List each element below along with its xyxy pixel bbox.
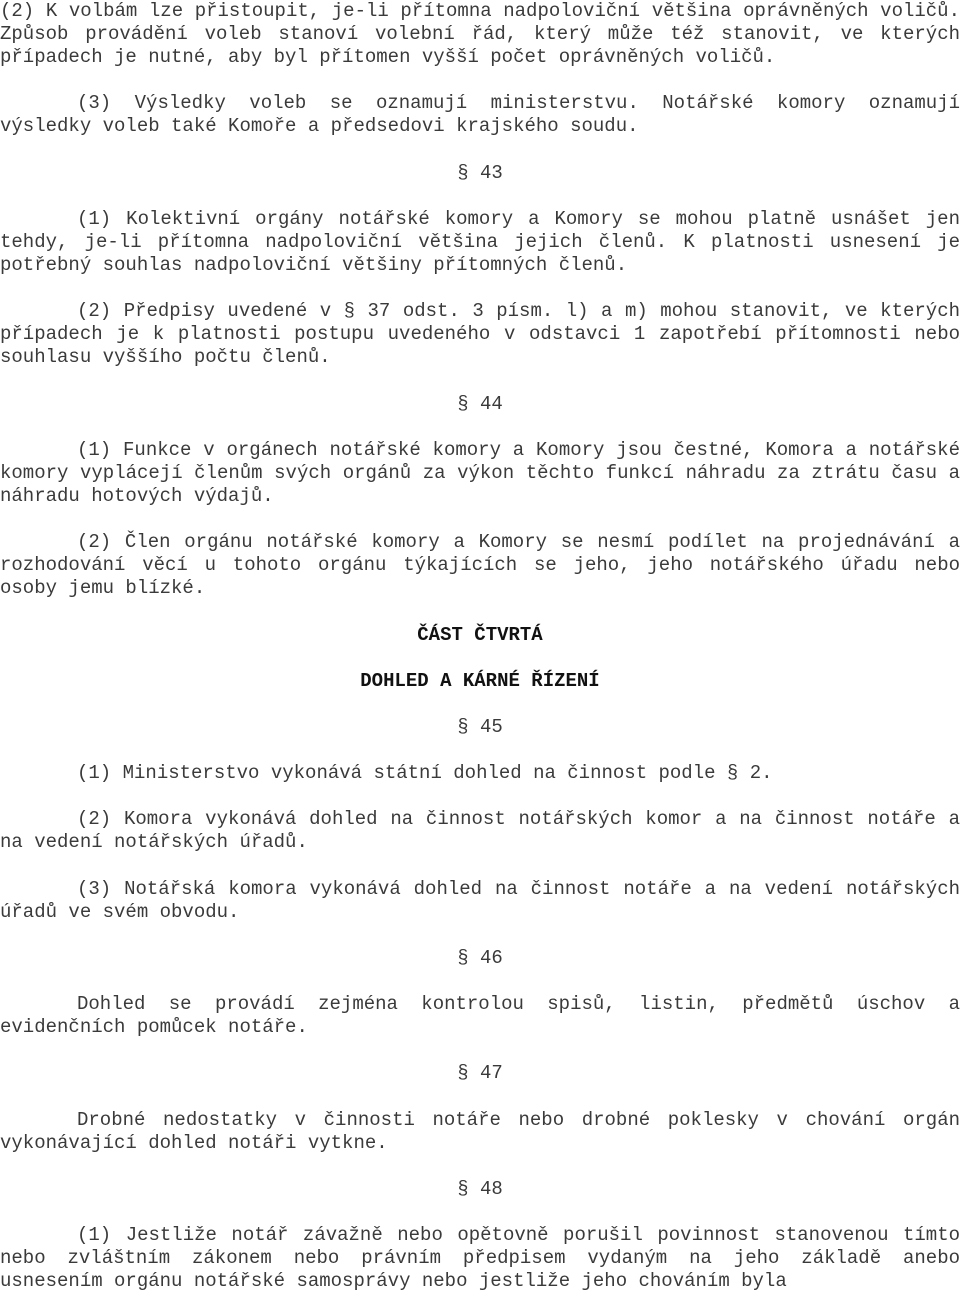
section-number: § 44 (457, 392, 503, 415)
paragraph-spacer (0, 970, 960, 993)
paragraph: (3) Notářská komora vykonává dohled na činnost notáře a na vedení notářských úřadů ve svém obvodu. (0, 877, 960, 923)
paragraph-spacer (0, 508, 960, 531)
paragraph-spacer (0, 600, 960, 623)
paragraph-spacer (0, 647, 960, 670)
paragraph: (3) Výsledky voleb se oznamují ministerstvu. Notářské komory oznamují výsledky voleb také Komoře a předsedovi krajského soudu. (0, 92, 960, 138)
paragraph: (1) Kolektivní orgány notářské komory a Komory se mohou platně usnášet jen tehdy, je-li přítomna nadpoloviční většina jejich členů. K platnosti usnesení je potřebný souhlas nadpoloviční většiny přítomných členů. (0, 207, 960, 277)
paragraph-spacer (0, 416, 960, 439)
paragraph-spacer (0, 1155, 960, 1178)
section-number: § 47 (457, 1062, 503, 1085)
paragraph-spacer (0, 1085, 960, 1108)
paragraph: (2) Komora vykonává dohled na činnost notářských komor a na činnost notáře a na vedení notářských úřadů. (0, 808, 960, 854)
paragraph-spacer (0, 924, 960, 947)
part-heading: ČÁST ČTVRTÁ (417, 623, 543, 646)
paragraph: Drobné nedostatky v činnosti notáře nebo drobné poklesky v chování orgán vykonávající dohled notáři vytkne. (0, 1108, 960, 1154)
paragraph: (2) Předpisy uvedené v § 37 odst. 3 písm. l) a m) mohou stanovit, ve kterých případech je k platnosti postupu uvedeného v odstavci 1 zapotřebí přítomnosti nebo souhlasu vyššího počtu členů. (0, 300, 960, 369)
paragraph-spacer (0, 69, 960, 92)
paragraph: (2) K volbám lze přistoupit, je-li přítomna nadpoloviční většina oprávněných voličů. Způsob provádění voleb stanoví volební řád, který může též stanovit, ve kterých případech je nutné, aby byl přítomen vyšší počet oprávněných voličů. (0, 0, 960, 69)
paragraph-spacer (0, 1039, 960, 1062)
paragraph-spacer (0, 785, 960, 808)
paragraph-spacer (0, 739, 960, 762)
paragraph: (1) Ministerstvo vykonává státní dohled na činnost podle § 2. (77, 762, 773, 785)
paragraph-spacer (0, 277, 960, 300)
section-number: § 48 (457, 1177, 503, 1200)
paragraph-spacer (0, 854, 960, 877)
section-number: § 46 (457, 946, 503, 969)
section-number: § 43 (457, 161, 503, 184)
paragraph-spacer (0, 1201, 960, 1224)
paragraph-spacer (0, 693, 960, 716)
paragraph-spacer (0, 139, 960, 162)
paragraph: (1) Jestliže notář závažně nebo opětovně porušil povinnost stanovenou tímto nebo zvláštním zákonem nebo právním předpisem vydaným na jeho základě anebo usnesením orgánu notářské samosprávy nebo jestliže jeho chováním byla (0, 1223, 960, 1293)
paragraph-spacer (0, 370, 960, 393)
paragraph: (1) Funkce v orgánech notářské komory a Komory jsou čestné, Komora a notářské komory vyplácejí členům svých orgánů za výkon těchto funkcí náhradu za ztrátu času a náhradu hotových výdajů. (0, 438, 960, 507)
paragraph: Dohled se provádí zejména kontrolou spisů, listin, předmětů úschov a evidenčních pomůcek notáře. (0, 993, 960, 1039)
paragraph-spacer (0, 185, 960, 208)
part-heading: DOHLED A KÁRNÉ ŘÍZENÍ (360, 669, 600, 692)
section-number: § 45 (457, 715, 503, 738)
paragraph: (2) Člen orgánu notářské komory a Komory se nesmí podílet na projednávání a rozhodování věcí u tohoto orgánu týkajících se jeho, jeho notářského úřadu nebo osoby jemu blízké. (0, 531, 960, 600)
